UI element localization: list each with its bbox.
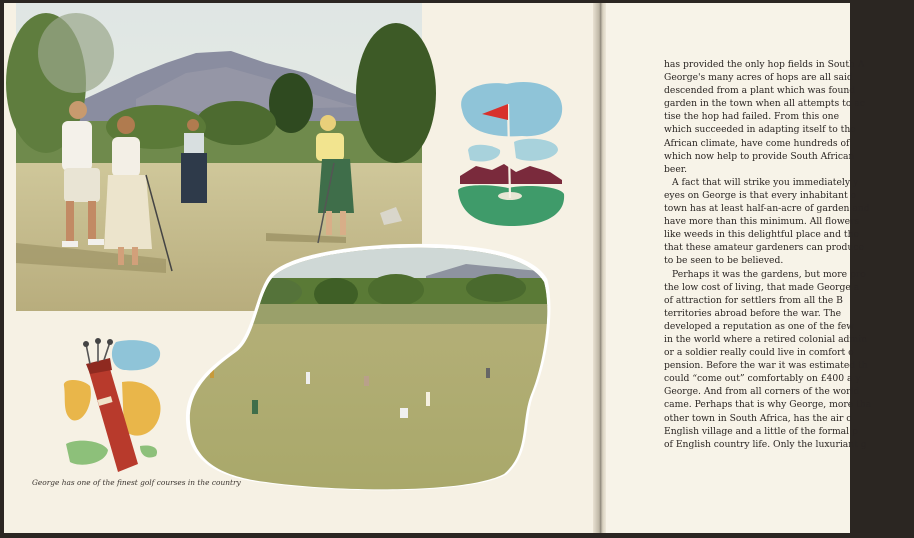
text-line: has provided the only hop fields in South A [664, 59, 865, 70]
text-line: that these amateur gardeners can produce [664, 242, 864, 254]
body-text [664, 58, 914, 451]
right-page [606, 3, 872, 533]
text-line: African climate, have come hundreds of [664, 137, 850, 149]
text-line: of English country life. Only the luxuriant g [664, 438, 867, 450]
text-line: could “come out” comfortably on £400 a y [664, 373, 861, 385]
text-line: other town in South Africa, has the air o [664, 412, 852, 424]
text-line: pension. Before the war it was estimated th [664, 360, 868, 372]
text-line: or a soldier really could live in comfort o [664, 347, 854, 359]
text-line: Perhaps it was the gardens, but more pro [672, 268, 866, 280]
text-line: George's many acres of hops are all said [664, 72, 853, 84]
text-line: in the world where a retired colonial admin [664, 333, 867, 345]
text-line: of attraction for settlers from all the B [664, 294, 843, 306]
golf-course-photo [186, 242, 550, 490]
text-line: territories abroad before the war. The [664, 307, 842, 319]
text-line: George. And from all corners of the world [664, 386, 860, 398]
text-line: to be seen to be believed. [664, 255, 784, 267]
text-line: English village and a little of the formal p [664, 425, 858, 437]
text-line: came. Perhaps that is why George, more tha [664, 399, 872, 411]
text-line: like weeds in this delightful place and the [664, 229, 859, 241]
text-line: the low cost of living, that made George a [664, 281, 860, 293]
golf-bag-illustration [60, 338, 168, 474]
golf-flag-illustration [452, 80, 570, 228]
text-line: eyes on George is that every inhabitant o [664, 189, 857, 201]
photo-caption: George has one of the finest golf courses in the country [32, 478, 241, 487]
text-line: developed a reputation as one of the few [664, 320, 855, 332]
text-line: which succeeded in adapting itself to the [664, 124, 856, 136]
text-line: have more than this minimum. All flowers [664, 216, 860, 228]
text-line: tise the hop had failed. From this one [664, 111, 840, 123]
text-line: descended from a plant which was found [664, 85, 856, 97]
text-line: A fact that will strike you immediately y [672, 176, 859, 188]
text-line: garden in the town when all attempts to ac [664, 98, 865, 110]
text-line: town has at least half-an-acre of garden and [664, 203, 870, 215]
text-line: beer. [664, 163, 688, 175]
book-gutter [593, 3, 607, 533]
text-line: which now help to provide South African [664, 150, 855, 162]
